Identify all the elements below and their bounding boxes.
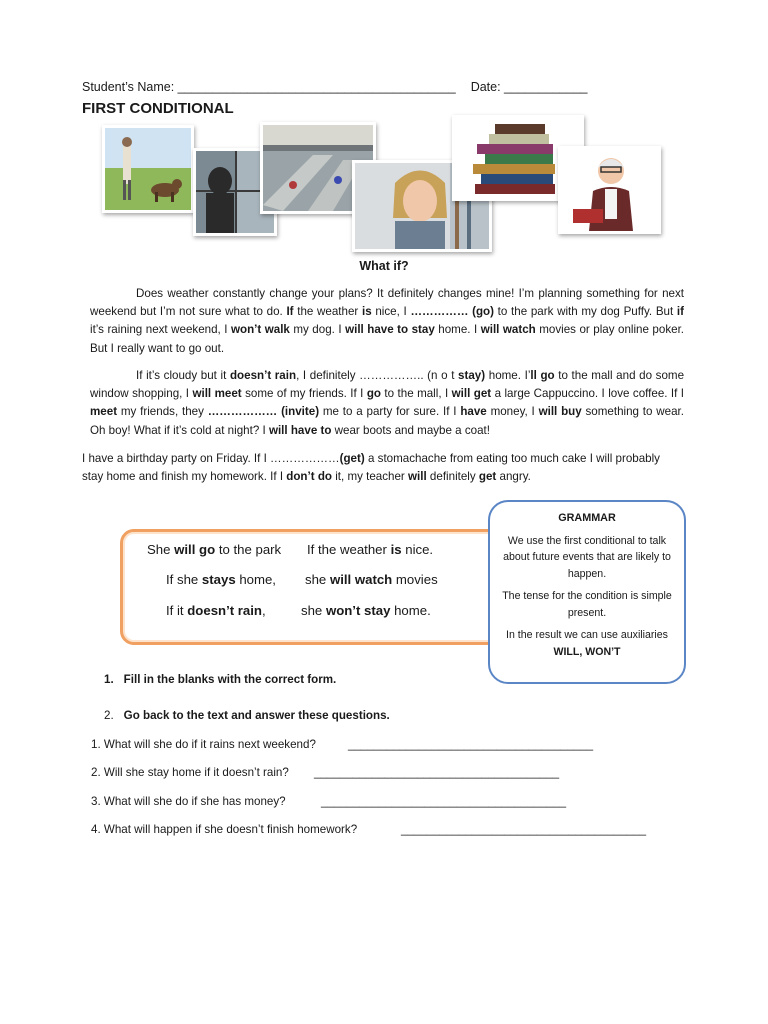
date-field: Date: ____________ [470, 80, 588, 94]
photo-dog-walk [102, 125, 194, 213]
answer-line-2[interactable]: ______________________________________ [314, 766, 560, 779]
student-name-field: Student’s Name: ________________________________________ [82, 80, 456, 94]
reading-paragraph-3: I have a birthday party on Friday. If I ………………(get) a stomachache from eating too much cake I will probably stay home and finish my homework. If I don’t do it, my teacher will definitely get angry. [82, 452, 660, 484]
reading-paragraph-2: If it’s cloudy but it doesn’t rain, I definitely …………….. (n o t stay) home. I’ll go to the mall and do some window shopping, I will meet some of my friends. If I go to the mall, I will get a large Cappuccino. I love coffee. If I meet my friends, they ……………… (invite) me to a party for sure. If I have money, I will buy something to wear. Oh boy! What if it’s cold at night? I will have to wear boots and maybe a coat! [90, 369, 685, 437]
example-2-condition: If she stays home, [166, 572, 276, 587]
question-3: 3. What will she do if she has money? [91, 795, 286, 808]
grammar-rule-1: We use the first conditional to talk about future events that are likely to happen. [503, 534, 671, 580]
answer-line-3[interactable]: ______________________________________ [321, 795, 567, 808]
grammar-rule-2: The tense for the condition is simple present. [502, 590, 672, 619]
reading-paragraph-1: Does weather constantly change your plans? It definitely changes mine! I’m planning something for next weekend but I’m not sure what to do. If the weather is nice, I …………… (go) to the park with my dog Puffy. But if it’s raining next weekend, I won’t walk my dog. I will have to stay home. I will watch movies or play online poker. But I really want to go out. [90, 287, 685, 355]
example-1-condition: If the weather is nice. [307, 542, 434, 557]
grammar-box [488, 500, 686, 684]
question-2: 2. Will she stay home if it doesn’t rain? [91, 766, 289, 779]
section-title: What if? [359, 259, 409, 273]
photo-teacher [558, 146, 661, 234]
task-2: 2. Go back to the text and answer these questions. [104, 709, 390, 722]
task-1: 1. Fill in the blanks with the correct form. [104, 673, 337, 686]
student-header [82, 80, 587, 94]
answer-line-1[interactable]: ______________________________________ [348, 738, 594, 751]
grammar-title: GRAMMAR [558, 512, 616, 524]
question-4: 4. What will happen if she doesn’t finish homework? [91, 823, 358, 836]
question-1: 1. What will she do if it rains next weekend? [91, 738, 316, 751]
grammar-rule-3: In the result we can use auxiliaries WILL, WON’T [506, 629, 668, 658]
page-title: FIRST CONDITIONAL [82, 100, 234, 117]
example-3-result: she won’t stay home. [301, 603, 431, 618]
example-1-result: She will go to the park [147, 542, 282, 557]
example-2-result: she will watch movies [305, 572, 438, 587]
example-3-condition: If it doesn’t rain, [166, 603, 266, 618]
answer-line-4[interactable]: ______________________________________ [401, 823, 647, 836]
